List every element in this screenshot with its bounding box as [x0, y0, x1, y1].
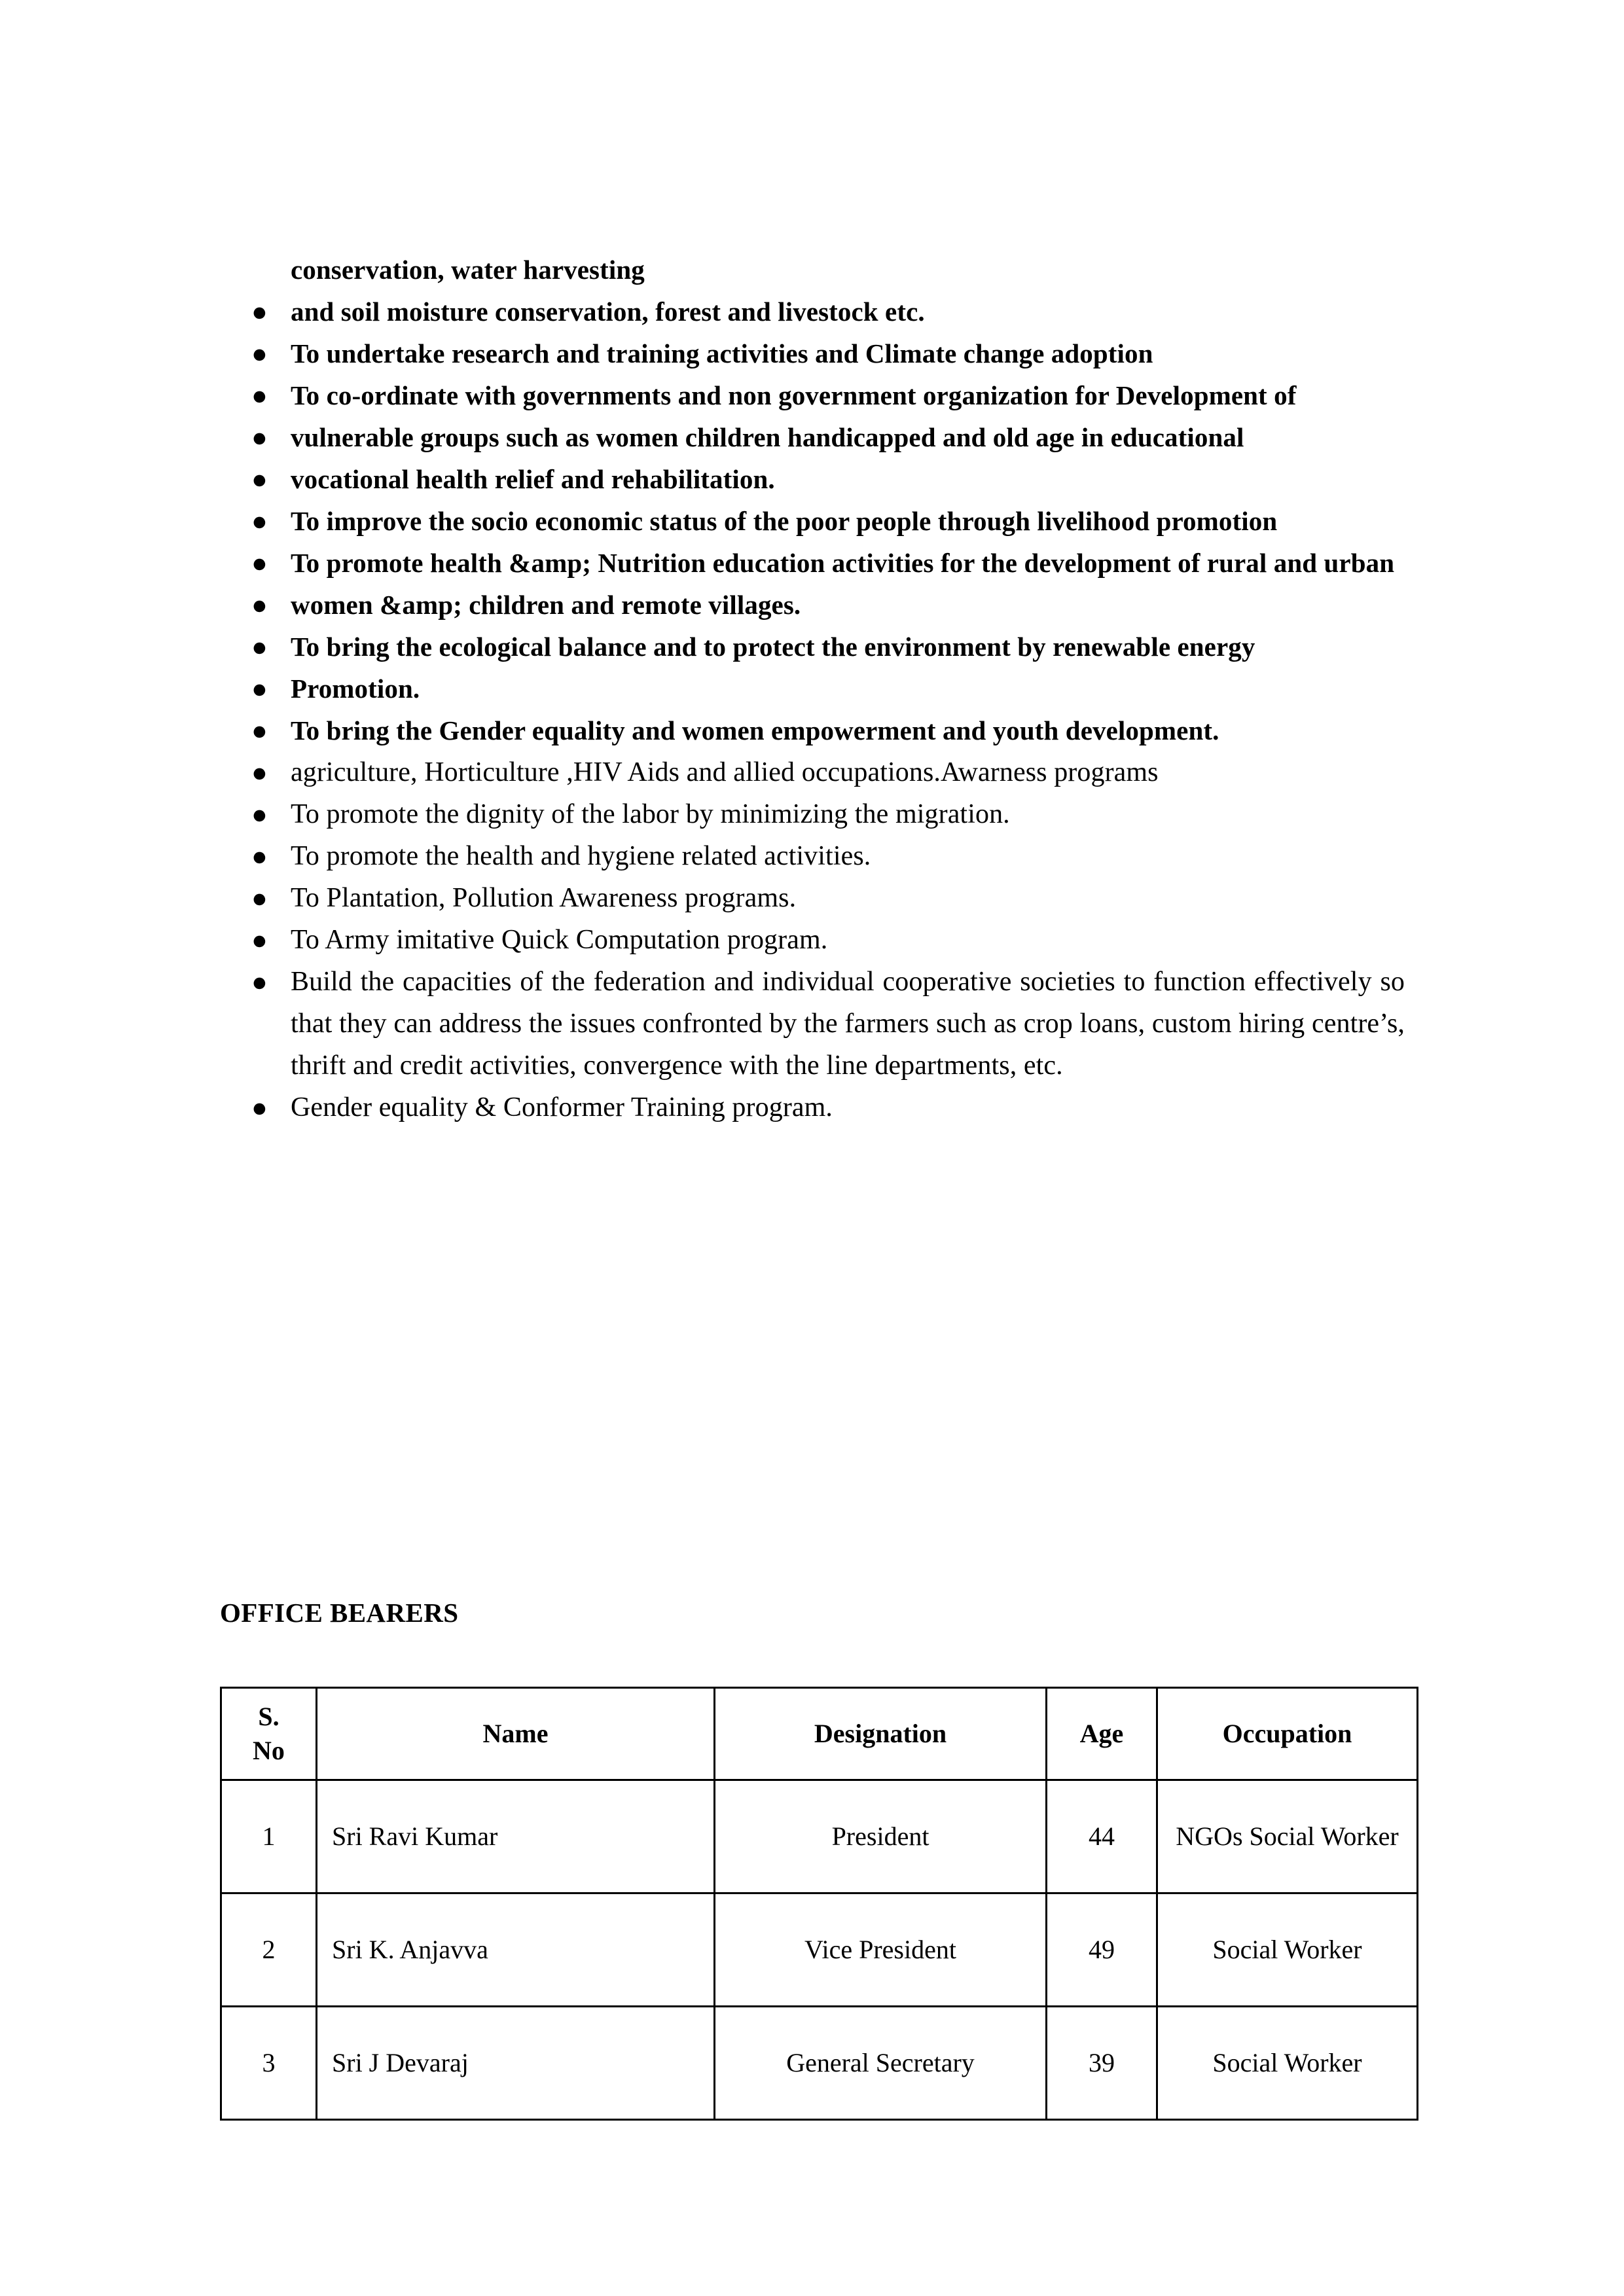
- objective-list-item-text: women &amp; children and remote villages.: [291, 590, 801, 620]
- bullet-icon: ●: [251, 715, 268, 745]
- cell-designation: General Secretary: [715, 2007, 1047, 2120]
- bullet-icon: ●: [251, 883, 268, 913]
- objectives-list-block: [220, 249, 1405, 1128]
- table-header-row: [221, 1688, 1418, 1780]
- objective-list-item-text: To bring the ecological balance and to protect the environment by renewable energy: [291, 632, 1255, 662]
- objective-list-item: [220, 500, 1405, 542]
- objective-list-item-text: To undertake research and training activities and Climate change adoption: [291, 338, 1153, 368]
- objective-list-item-text: Promotion.: [291, 673, 420, 704]
- office-bearers-heading: OFFICE BEARERS: [220, 1598, 459, 1628]
- column-header-sno: [221, 1688, 317, 1780]
- column-header-age: Age: [1047, 1688, 1157, 1780]
- objective-list-item: [220, 374, 1405, 416]
- objective-list-item: [220, 584, 1405, 626]
- objectives-bullet-list: [220, 291, 1405, 1128]
- cell-designation: Vice President: [715, 1893, 1047, 2007]
- objective-list-item-text: To promote the health and hygiene related activities.: [291, 841, 871, 871]
- objective-list-item: [220, 416, 1405, 458]
- objective-list-item-text: To promote health &amp; Nutrition education activities for the development of rural and urban: [291, 548, 1395, 578]
- table-header: [221, 1688, 1418, 1780]
- bullet-icon: ●: [251, 338, 268, 368]
- table-body: [221, 1780, 1418, 2120]
- bullet-icon: ●: [251, 841, 268, 871]
- objective-list-item: [220, 919, 1405, 961]
- bullet-icon: ●: [251, 548, 268, 578]
- column-header-occupation: Occupation: [1157, 1688, 1418, 1780]
- cell-sno: 1: [221, 1780, 317, 1893]
- objective-list-item: [220, 332, 1405, 374]
- bullet-icon: ●: [251, 1092, 268, 1122]
- continuation-line: conservation, water harvesting: [291, 255, 645, 285]
- objective-list-item-text: vocational health relief and rehabilitation.: [291, 464, 775, 494]
- cell-age: 49: [1047, 1893, 1157, 2007]
- objective-list-item: [220, 961, 1405, 1086]
- objective-list-item-text: To bring the Gender equality and women empowerment and youth development.: [291, 715, 1219, 745]
- objective-list-item-text: Build the capacities of the federation and individual cooperative societies to function effectively so that they can address the issues confronted by the farmers such as crop loans, custom hiring centre’s, thrift and credit activities, convergence with the line departments, etc.: [291, 967, 1405, 1081]
- objective-list-item-text: agriculture, Horticulture ,HIV Aids and allied occupations.Awarness programs: [291, 757, 1159, 787]
- bullet-icon: ●: [251, 464, 268, 494]
- bullet-icon: ●: [251, 967, 268, 997]
- column-header-name: Name: [317, 1688, 715, 1780]
- objective-list-item: [220, 877, 1405, 919]
- objective-list-item: [220, 458, 1405, 500]
- objective-list-item: [220, 835, 1405, 877]
- objective-list-item: [220, 626, 1405, 668]
- table-row: [221, 1780, 1418, 1893]
- cell-name: Sri K. Anjavva: [317, 1893, 715, 2007]
- bullet-icon: ●: [251, 506, 268, 536]
- objective-list-item-text: Gender equality & Conformer Training program.: [291, 1092, 833, 1122]
- cell-designation: President: [715, 1780, 1047, 1893]
- bullet-icon: ●: [251, 590, 268, 620]
- objective-list-item-text: To Plantation, Pollution Awareness programs.: [291, 883, 797, 913]
- objective-list-item-text: To Army imitative Quick Computation program.: [291, 925, 828, 955]
- column-header-designation: Designation: [715, 1688, 1047, 1780]
- cell-name: Sri Ravi Kumar: [317, 1780, 715, 1893]
- table-row: [221, 2007, 1418, 2120]
- bullet-icon: ●: [251, 380, 268, 410]
- cell-occupation: Social Worker: [1157, 1893, 1418, 2007]
- bullet-icon: ●: [251, 673, 268, 704]
- objective-list-item: [220, 709, 1405, 751]
- objective-list-item-text: To promote the dignity of the labor by minimizing the migration.: [291, 799, 1010, 829]
- bullet-icon: ●: [251, 757, 268, 787]
- bullet-icon: ●: [251, 632, 268, 662]
- bullet-icon: ●: [251, 925, 268, 955]
- column-header-sno-line2: No: [253, 1736, 285, 1765]
- cell-age: 44: [1047, 1780, 1157, 1893]
- objective-list-item-text: To co-ordinate with governments and non government organization for Development of: [291, 380, 1297, 410]
- objective-list-item-text: vulnerable groups such as women children handicapped and old age in educational: [291, 422, 1244, 452]
- objective-list-item-text: To improve the socio economic status of the poor people through livelihood promotion: [291, 506, 1278, 536]
- office-bearers-table-wrap: [220, 1687, 1416, 2121]
- bullet-icon: ●: [251, 296, 268, 327]
- objective-list-item: [220, 542, 1405, 584]
- objective-list-item: [220, 751, 1405, 793]
- column-header-sno-line1: S.: [258, 1702, 280, 1731]
- cell-name: Sri J Devaraj: [317, 2007, 715, 2120]
- bullet-icon: ●: [251, 799, 268, 829]
- cell-occupation: Social Worker: [1157, 2007, 1418, 2120]
- cell-age: 39: [1047, 2007, 1157, 2120]
- table-row: [221, 1893, 1418, 2007]
- cell-occupation: NGOs Social Worker: [1157, 1780, 1418, 1893]
- cell-sno: 2: [221, 1893, 317, 2007]
- objective-list-item: [220, 291, 1405, 332]
- objective-list-item: [220, 668, 1405, 709]
- bullet-icon: ●: [251, 422, 268, 452]
- objective-list-item: [220, 1086, 1405, 1128]
- objective-list-item-text: and soil moisture conservation, forest and livestock etc.: [291, 296, 925, 327]
- objective-list-item: [220, 793, 1405, 835]
- office-bearers-table: [220, 1687, 1418, 2121]
- cell-sno: 3: [221, 2007, 317, 2120]
